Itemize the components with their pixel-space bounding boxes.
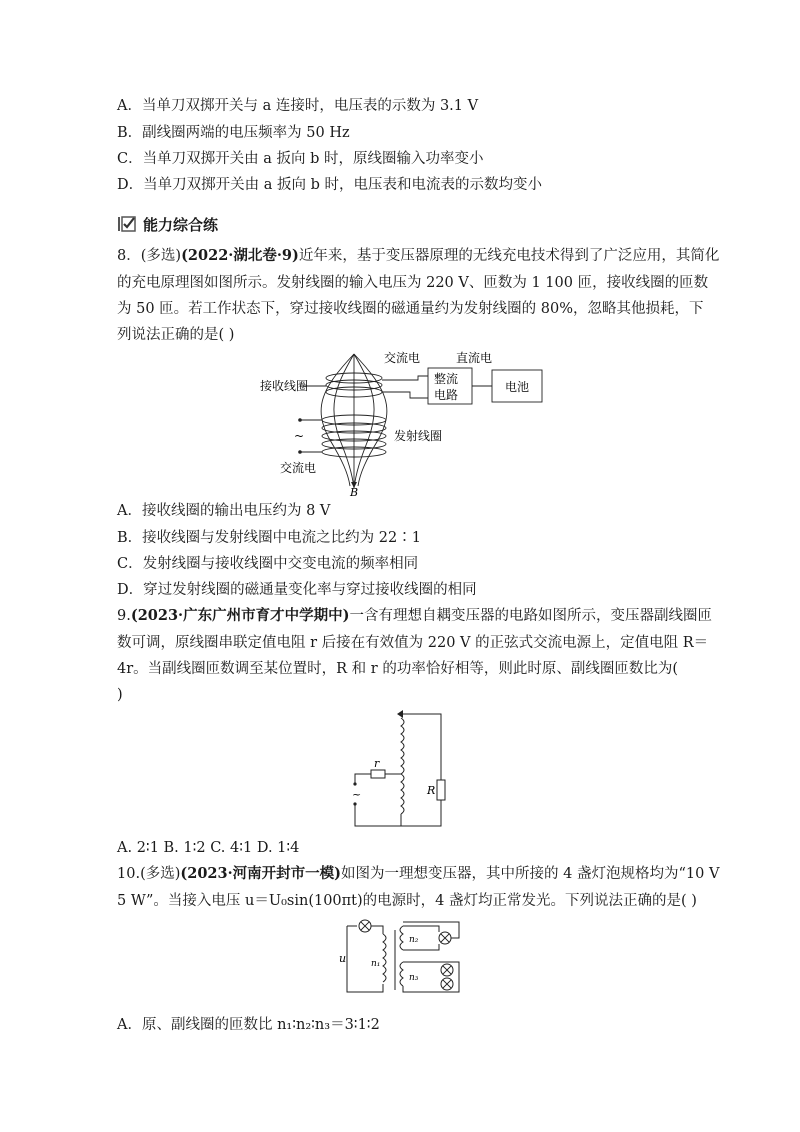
q8-line-4: 列说法正确的是( ) [117, 327, 235, 343]
primary-coil [383, 934, 386, 982]
label-ac-top: 交流电 [384, 351, 421, 365]
q10-option-a: A．原、副线圈的匝数比 n₁∶n₂∶n₃＝3∶1∶2 [117, 1017, 380, 1033]
terminal [298, 418, 302, 422]
lamp-cross [441, 934, 449, 942]
label-rectifier-2: 电路 [434, 388, 459, 402]
checklist-icon [117, 215, 137, 233]
q8-figure-wireless-charging [260, 348, 550, 498]
q8-option-c: C．发射线圈与接收线圈中交变电流的频率相同 [117, 556, 419, 572]
q9-number: 9. [117, 608, 131, 624]
lamp-cross [361, 922, 369, 930]
q8-option-d: D．穿过发射线圈的磁通量变化率与穿过接收线圈的相同 [117, 582, 477, 598]
q10-line-1 [117, 864, 719, 884]
lamp-cross [443, 966, 451, 974]
terminal [353, 802, 356, 805]
primary-wire [355, 774, 371, 784]
q9-figure-autotransformer [345, 710, 455, 832]
q8-line-3: 为 50 匝。若工作状态下，穿过接收线圈的磁通量约为发射线圈的 80%，忽略其他损耗，下 [117, 301, 704, 317]
q8-line1-text: 近年来，基于变压器原理的无线充电技术得到了广泛应用，其简化 [298, 248, 720, 264]
secondary-wire [401, 714, 441, 780]
q10-tag: (多选) [140, 866, 181, 882]
q9-line-1 [117, 606, 712, 626]
q7-option-d: D．当单刀双掷开关由 a 扳向 b 时，电压表和电流表的示数均变小 [117, 177, 542, 193]
label-transmitter: 发射线圈 [394, 429, 443, 443]
secondary-wire-bottom [401, 800, 441, 826]
label-R: R [427, 784, 436, 797]
label-rectifier-1: 整流 [434, 372, 459, 386]
q8-tag: (多选) [140, 248, 182, 264]
q7-option-c: C．当单刀双掷开关由 a 扳向 b 时，原线圈输入功率变小 [117, 151, 484, 167]
q10-line1-text: 如图为一理想变压器，其中所接的 4 盏灯泡规格均为“10 V [341, 866, 720, 882]
receiver-lead [382, 392, 428, 398]
q10-number: 10. [117, 866, 141, 882]
label-ac-symbol: ~ [294, 429, 305, 443]
secondary-coil-n3 [400, 962, 403, 986]
label-n3: n₃ [409, 973, 419, 983]
q9-options: A. 2∶1 B. 1∶2 C. 4∶1 D. 1∶4 [117, 840, 300, 856]
q10-source: (2023·河南开封市一模) [180, 865, 342, 882]
q7-option-a: A．当单刀双掷开关与 a 连接时，电压表的示数为 3.1 V [117, 98, 479, 114]
label-ac-bottom: 交流电 [280, 461, 317, 475]
primary-wire [371, 926, 383, 934]
q8-option-b: B．接收线圈与发射线圈中电流之比约为 22∶1 [117, 530, 421, 546]
label-battery: 电池 [505, 380, 530, 394]
q9-line-2: 数可调，原线圈串联定值电阻 r 后接在有效值为 220 V 的正弦式交流电源上，定值电阻 R＝ [117, 635, 709, 651]
label-ac-symbol: ~ [352, 788, 362, 801]
label-receiver: 接收线圈 [260, 379, 309, 393]
q9-source: (2023·广东广州市育才中学期中) [130, 607, 350, 624]
terminal [353, 782, 356, 785]
q8-option-a: A．接收线圈的输出电压约为 8 V [117, 503, 331, 519]
q9-line-4: ) [117, 687, 123, 703]
resistor-R [437, 780, 445, 800]
label-r: r [374, 757, 380, 770]
q8-line-1 [117, 246, 719, 266]
q10-figure-transformer [335, 918, 470, 1002]
label-n1: n₁ [371, 959, 381, 969]
label-field-b: B [350, 486, 359, 498]
primary-wire [355, 804, 401, 826]
lamp-cross [443, 980, 451, 988]
q10-line-2: 5 W”。当接入电压 u＝U₀sin(100πt)的电源时，4 盏灯均正常发光。下列说法正确的是( ) [117, 893, 697, 909]
q8-line-2: 的充电原理图如图所示。发射线圈的输入电压为 220 V、匝数为 1 100 匝，接收线圈的匝数 [117, 275, 709, 291]
label-dc: 直流电 [456, 351, 493, 365]
section-title: 能力综合练 [143, 215, 219, 234]
q10-diagram [335, 918, 470, 1002]
slider-arrow [397, 710, 403, 718]
label-n2: n₂ [409, 935, 419, 945]
section-header [117, 213, 218, 235]
q8-number: 8． [117, 248, 141, 264]
transformer-coil [401, 718, 404, 814]
terminal [298, 450, 302, 454]
resistor-r [371, 770, 385, 778]
q8-diagram [260, 348, 550, 498]
receiver-lead [382, 376, 428, 380]
q7-option-b: B．副线圈两端的电压频率为 50 Hz [117, 125, 350, 141]
q8-source: (2022·湖北卷·9) [181, 247, 299, 264]
secondary-coil-n2 [400, 926, 403, 950]
label-u: u [339, 952, 347, 965]
secondary-wire-n2 [403, 926, 439, 932]
q9-diagram [345, 710, 455, 832]
q9-line-3: 4r。当副线圈匝数调至某位置时，R 和 r 的功率恰好相等，则此时原、副线圈匝数比为( [117, 661, 678, 677]
q9-line1-text: 一含有理想自耦变压器的电路如图所示，变压器副线圈匝 [349, 608, 712, 624]
